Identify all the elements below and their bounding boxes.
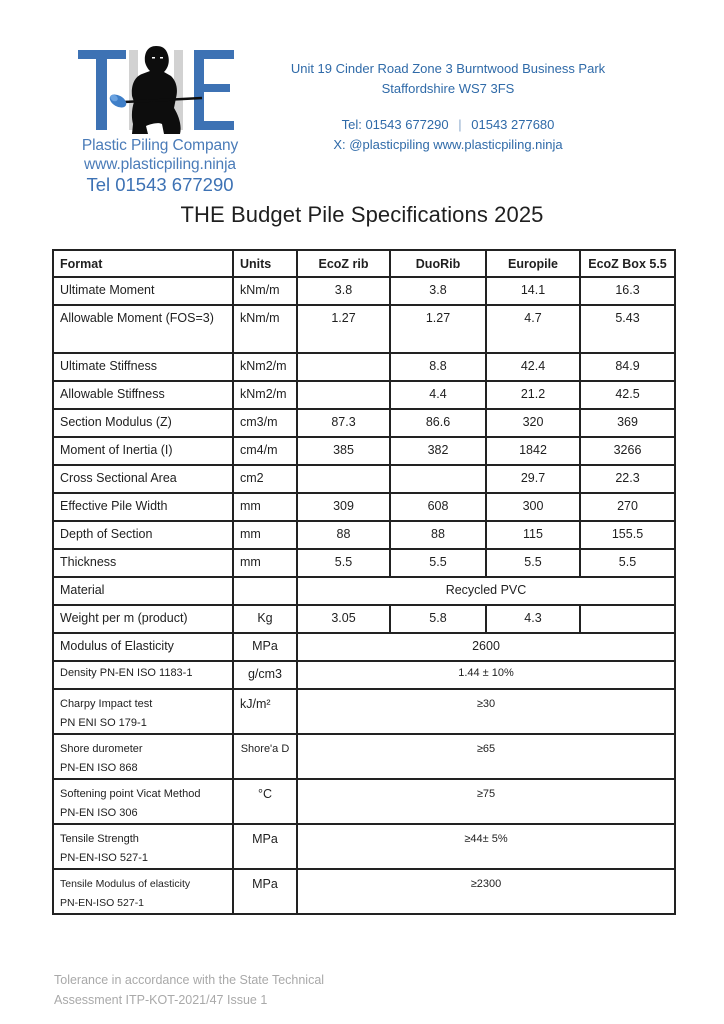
address-line-2: Staffordshire WS7 3FS [381,81,515,96]
cell-value: 84.9 [580,353,675,381]
cell-value: 42.5 [580,381,675,409]
row-label: Material [53,577,233,605]
test-name: Tensile Strength [60,833,139,845]
cell-value: 86.6 [390,409,486,437]
row-label: Moment of Inertia (I) [53,437,233,465]
table-row-tensile-strength [53,824,675,869]
row-unit: g/cm3 [233,661,297,689]
cell-value: 5.5 [580,549,675,577]
test-standard: PN-EN-ISO 527-1 [60,852,149,864]
table-row [53,549,675,577]
cell-value: 21.2 [486,381,580,409]
cell-value: 1.27 [390,305,486,353]
table-row-weight [53,605,675,633]
row-label: Cross Sectional Area [53,465,233,493]
row-unit [233,577,297,605]
tel-number-1: 01543 677290 [365,117,449,132]
phone-line [268,115,628,135]
header-units: Units [233,250,297,277]
table-row-material [53,577,675,605]
footer-note [54,970,324,1010]
page-title: THE Budget Pile Specifications 2025 [180,202,544,227]
row-unit: MPa [233,869,297,914]
cell-value: 115 [486,521,580,549]
material-value: Recycled PVC [297,577,675,605]
row-label [53,689,233,734]
cell-value: 3.8 [390,277,486,305]
cell-value: 4.3 [486,605,580,633]
row-unit: kNm2/m [233,381,297,409]
row-label: Weight per m (product) [53,605,233,633]
cell-value: 5.5 [486,549,580,577]
address-line-1: Unit 19 Cinder Road Zone 3 Burntwood Business Park [290,61,606,76]
logo-telephone: Tel 01543 677290 [86,174,234,195]
table-row [53,493,675,521]
test-value: ≥65 [297,734,675,779]
cell-value: 5.8 [390,605,486,633]
row-label: Allowable Moment (FOS=3) [53,305,233,353]
cell-value [390,465,486,493]
row-unit: mm [233,549,297,577]
cell-value: 3.05 [297,605,390,633]
cell-value: 88 [390,521,486,549]
row-unit: cm3/m [233,409,297,437]
tel-label: Tel: [341,117,362,132]
table-row [53,409,675,437]
cell-value: 4.4 [390,381,486,409]
row-unit: kNm/m [233,305,297,353]
test-name: Tensile Modulus of elasticity [60,878,191,890]
row-label [53,779,233,824]
row-label: Thickness [53,549,233,577]
cell-value: 369 [580,409,675,437]
table-row-shore [53,734,675,779]
header-format: Format [53,250,233,277]
cell-value [297,465,390,493]
header-ecoz-box: EcoZ Box 5.5 [580,250,675,277]
logo-website: www.plasticpiling.ninja [84,156,236,173]
table-row-modulus [53,633,675,661]
cell-value: 88 [297,521,390,549]
test-standard: PN-EN ISO 306 [60,807,138,819]
row-unit: kNm2/m [233,353,297,381]
cell-value: 1842 [486,437,580,465]
cell-value: 382 [390,437,486,465]
cell-value: 16.3 [580,277,675,305]
table-row [53,521,675,549]
table-row-vicat [53,779,675,824]
cell-value: 300 [486,493,580,521]
cell-value: 87.3 [297,409,390,437]
test-standard: PN-EN ISO 868 [60,762,138,774]
row-unit: cm4/m [233,437,297,465]
header-duorib: DuoRib [390,250,486,277]
cell-value: 14.1 [486,277,580,305]
header-ecoz-rib: EcoZ rib [297,250,390,277]
table-row [53,465,675,493]
row-unit: kJ/m² [233,689,297,734]
row-label [53,869,233,914]
cell-value [297,353,390,381]
row-label: Allowable Stiffness [53,381,233,409]
cell-value: 42.4 [486,353,580,381]
row-unit: Kg [233,605,297,633]
specification-table [52,249,676,915]
cell-value: 3266 [580,437,675,465]
table-row [53,381,675,409]
row-label: Effective Pile Width [53,493,233,521]
cell-value [297,381,390,409]
row-label: Ultimate Stiffness [53,353,233,381]
header-europile: Europile [486,250,580,277]
cell-value: 5.5 [390,549,486,577]
logo-company-name: Plastic Piling Company [81,137,239,154]
row-label [53,734,233,779]
row-unit: MPa [233,633,297,661]
ninja-logo-icon [76,44,244,139]
row-label: Ultimate Moment [53,277,233,305]
cell-value: 22.3 [580,465,675,493]
cell-value: 320 [486,409,580,437]
row-label: Modulus of Elasticity [53,633,233,661]
row-label: Density PN-EN ISO 1183-1 [53,661,233,689]
test-standard: PN ENI SO 179-1 [60,717,147,729]
cell-value: 4.7 [486,305,580,353]
test-value: ≥75 [297,779,675,824]
table-row [53,353,675,381]
cell-value [580,605,675,633]
test-name: Shore durometer [60,743,143,755]
table-row [53,437,675,465]
row-unit: mm [233,521,297,549]
row-unit: °C [233,779,297,824]
cell-value: 3.8 [297,277,390,305]
footer-line-1: Tolerance in accordance with the State Technical [54,973,325,987]
table-row-tensile-modulus [53,869,675,914]
row-unit: kNm/m [233,277,297,305]
cell-value: 8.8 [390,353,486,381]
cell-value: 309 [297,493,390,521]
test-value: ≥2300 [297,869,675,914]
test-value: ≥44± 5% [297,824,675,869]
footer-line-2: Assessment ITP-KOT-2021/47 Issue 1 [54,993,268,1007]
density-value: 1.44 ± 10% [297,661,675,689]
cell-value: 5.5 [297,549,390,577]
table-row-density [53,661,675,689]
tel-number-2: 01543 277680 [471,117,555,132]
company-address [268,59,628,155]
cell-value: 1.27 [297,305,390,353]
table-row [53,305,675,353]
table-header-row [53,250,675,277]
test-standard: PN-EN-ISO 527-1 [60,897,145,909]
cell-value: 385 [297,437,390,465]
test-value: ≥30 [297,689,675,734]
social-line: X: @plasticpiling www.plasticpiling.ninja [333,137,563,152]
tel-separator: | [458,117,462,132]
test-name: Softening point Vicat Method [60,788,201,800]
cell-value: 155.5 [580,521,675,549]
table-row-charpy [53,689,675,734]
modulus-value: 2600 [297,633,675,661]
row-unit: mm [233,493,297,521]
table-row [53,277,675,305]
row-unit: cm2 [233,465,297,493]
row-label: Section Modulus (Z) [53,409,233,437]
cell-value: 270 [580,493,675,521]
cell-value: 608 [390,493,486,521]
row-unit: MPa [233,824,297,869]
row-label: Depth of Section [53,521,233,549]
row-label [53,824,233,869]
cell-value: 29.7 [486,465,580,493]
test-name: Charpy Impact test [60,698,153,710]
row-unit: Shore'a D [233,734,297,779]
company-logo [76,44,244,196]
cell-value: 5.43 [580,305,675,353]
